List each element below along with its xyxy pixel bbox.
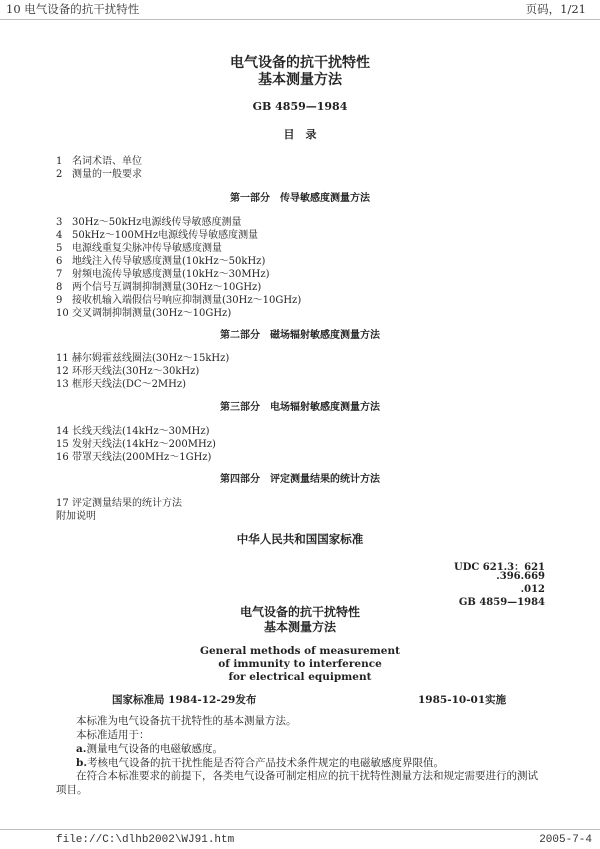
english-title-line3: for electrical equipment — [228, 671, 372, 683]
english-title-line2: of immunity to interference — [218, 658, 382, 670]
part2-heading: 第二部分 磁场辐射敏感度测量方法 — [220, 330, 380, 341]
print-date: 2005-7-4 — [539, 834, 592, 846]
doc-title-line2: 基本测量方法 — [258, 72, 342, 88]
body-list-item-b: b.考核电气设备的抗干扰性能是否符合产品技术条件规定的电磁敏感度界限值。 — [76, 757, 444, 769]
toc-item: 5 电源线重复尖脉冲传导敏感度测量 — [56, 243, 222, 254]
part4-heading: 第四部分 评定测量结果的统计方法 — [220, 474, 380, 485]
udc-line: .012 — [520, 584, 545, 595]
body-paragraph: 本标准为电气设备抗干扰特性的基本测量方法。 — [76, 715, 297, 727]
toc-item: 3 30Hz～50kHz电源线传导敏感度测量 — [56, 217, 242, 228]
body-paragraph: 本标准适用于： — [76, 729, 150, 741]
toc-item: 8 两个信号互调制抑制测量(30Hz～10GHz) — [56, 282, 262, 293]
doc-code: GB 4859—1984 — [252, 100, 348, 113]
part3-heading: 第三部分 电场辐射敏感度测量方法 — [220, 402, 380, 413]
doc-title-line1: 电气设备的抗干扰特性 — [230, 55, 370, 71]
toc-item: 16 带罩天线法(200MHz～1GHz) — [56, 452, 212, 463]
standard-title-line2: 基本测量方法 — [263, 620, 336, 634]
issued-date: 国家标准局 1984-12-29发布 — [112, 694, 257, 706]
appendix-item: 附加说明 — [56, 511, 96, 522]
body-paragraph: 在符合本标准要求的前提下，各类电气设备可制定相应的抗干扰特性测量方法和规定需要进行的测试 — [76, 770, 538, 782]
part1-heading: 第一部分 传导敏感度测量方法 — [230, 193, 370, 204]
toc-item: 12 环形天线法(30Hz～30kHz) — [56, 366, 200, 377]
body-list-item-a: a.测量电气设备的电磁敏感度。 — [76, 743, 223, 755]
toc-item: 4 50kHz～100MHz电源线传导敏感度测量 — [56, 230, 259, 241]
udc-line: GB 4859—1984 — [458, 597, 545, 608]
toc-item: 2 测量的一般要求 — [56, 169, 142, 180]
toc-item: 13 框形天线法(DC～2MHz) — [56, 379, 187, 390]
effective-date: 1985-10-01实施 — [418, 694, 507, 706]
toc-item: 6 地线注入传导敏感度测量(10kHz～50kHz) — [56, 256, 266, 267]
toc-item: 15 发射天线法(14kHz～200MHz) — [56, 439, 216, 450]
toc-item: 14 长线天线法(14kHz～30MHz) — [56, 426, 210, 437]
header-divider — [0, 19, 600, 20]
toc-item: 10 交叉调制抑制测量(30Hz～10GHz) — [56, 308, 232, 319]
national-standard-heading: 中华人民共和国国家标准 — [236, 532, 364, 546]
udc-line: UDC 621.3：621 — [453, 562, 545, 573]
english-title-line1: General methods of measurement — [200, 645, 400, 657]
header-title: 10 电气设备的抗干扰特性 — [6, 2, 140, 16]
contents-heading: 目 录 — [283, 128, 317, 141]
footer-divider — [0, 829, 600, 830]
file-path: file://C:\dlhb2002\WJ91.htm — [56, 834, 235, 846]
standard-title-line1: 电气设备的抗干扰特性 — [239, 605, 360, 619]
page-number: 页码，1/21 — [525, 2, 586, 16]
toc-item: 7 射频电流传导敏感度测量(10kHz～30MHz) — [56, 269, 270, 280]
toc-item: 9 接收机输入端假信号响应抑制测量(30Hz～10GHz) — [56, 295, 302, 306]
toc-item: 17 评定测量结果的统计方法 — [56, 498, 182, 509]
toc-item: 1 名词术语、单位 — [56, 156, 142, 167]
body-paragraph: 项目。 — [56, 784, 88, 796]
toc-item: 11 赫尔姆霍兹线圈法(30Hz～15kHz) — [56, 353, 230, 364]
udc-line: .396.669 — [496, 571, 545, 582]
